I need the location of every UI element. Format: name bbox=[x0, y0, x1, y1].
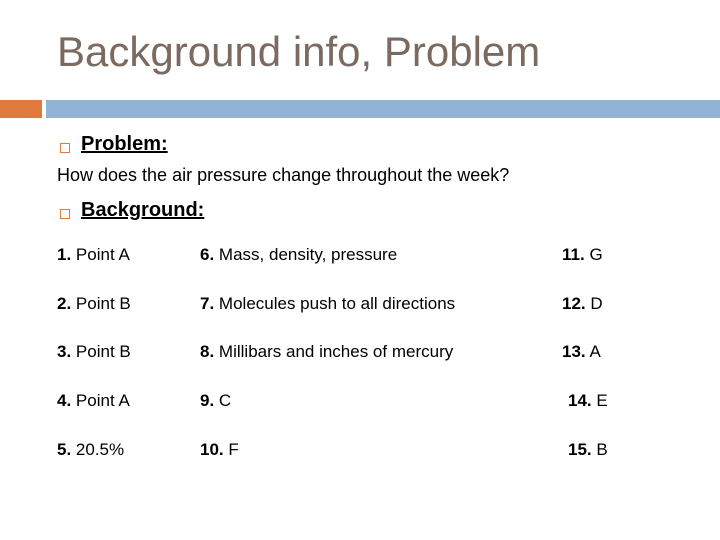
problem-text: How does the air pressure change throughout the week? bbox=[57, 165, 510, 185]
answer-value: G bbox=[589, 245, 603, 264]
answer-number: 2. bbox=[57, 294, 72, 313]
slide-title: Background info, Problem bbox=[57, 28, 541, 75]
answer-item bbox=[562, 245, 603, 265]
square-bullet-icon bbox=[60, 143, 70, 153]
accent-bar-blue bbox=[46, 100, 720, 118]
answer-number: 13. bbox=[562, 342, 586, 361]
answer-value: Point B bbox=[75, 342, 131, 361]
answer-value: Point A bbox=[75, 391, 130, 410]
answer-item bbox=[200, 294, 455, 314]
answer-item bbox=[200, 391, 231, 411]
answer-value: Millibars and inches of mercury bbox=[218, 342, 454, 361]
problem-heading: Problem: bbox=[81, 133, 168, 155]
answer-value: C bbox=[218, 391, 232, 410]
answer-item bbox=[562, 294, 603, 314]
answer-number: 8. bbox=[200, 342, 215, 361]
answer-number: 12. bbox=[562, 294, 586, 313]
answer-number: 5. bbox=[57, 440, 72, 459]
answer-number: 11. bbox=[562, 245, 585, 264]
background-heading: Background: bbox=[81, 199, 205, 221]
answer-number: 3. bbox=[57, 342, 72, 361]
answer-value: F bbox=[228, 440, 239, 459]
answer-item bbox=[57, 294, 131, 314]
square-bullet-icon bbox=[60, 209, 70, 219]
answer-item bbox=[57, 391, 130, 411]
answer-number: 1. bbox=[57, 245, 72, 264]
answer-value: Molecules push to all directions bbox=[218, 294, 456, 313]
answer-value: A bbox=[589, 342, 601, 361]
answer-item bbox=[57, 440, 124, 460]
answer-item bbox=[568, 440, 608, 460]
answer-value: D bbox=[590, 294, 603, 313]
answer-value: Point A bbox=[75, 245, 130, 264]
accent-bar-orange bbox=[0, 100, 42, 118]
answer-value: B bbox=[596, 440, 608, 459]
answer-item bbox=[200, 440, 239, 460]
answer-value: Point B bbox=[75, 294, 131, 313]
answer-item bbox=[200, 342, 453, 362]
answer-number: 7. bbox=[200, 294, 215, 313]
answer-item bbox=[57, 342, 131, 362]
answer-item bbox=[568, 391, 608, 411]
answer-value: E bbox=[596, 391, 608, 410]
answer-number: 10. bbox=[200, 440, 224, 459]
answer-number: 15. bbox=[568, 440, 592, 459]
answer-value: Mass, density, pressure bbox=[218, 245, 398, 264]
answer-item bbox=[57, 245, 130, 265]
answer-number: 14. bbox=[568, 391, 592, 410]
answer-number: 6. bbox=[200, 245, 215, 264]
answer-item bbox=[200, 245, 397, 265]
answer-item bbox=[562, 342, 601, 362]
answer-value: 20.5% bbox=[75, 440, 125, 459]
answer-number: 9. bbox=[200, 391, 215, 410]
answer-number: 4. bbox=[57, 391, 72, 410]
